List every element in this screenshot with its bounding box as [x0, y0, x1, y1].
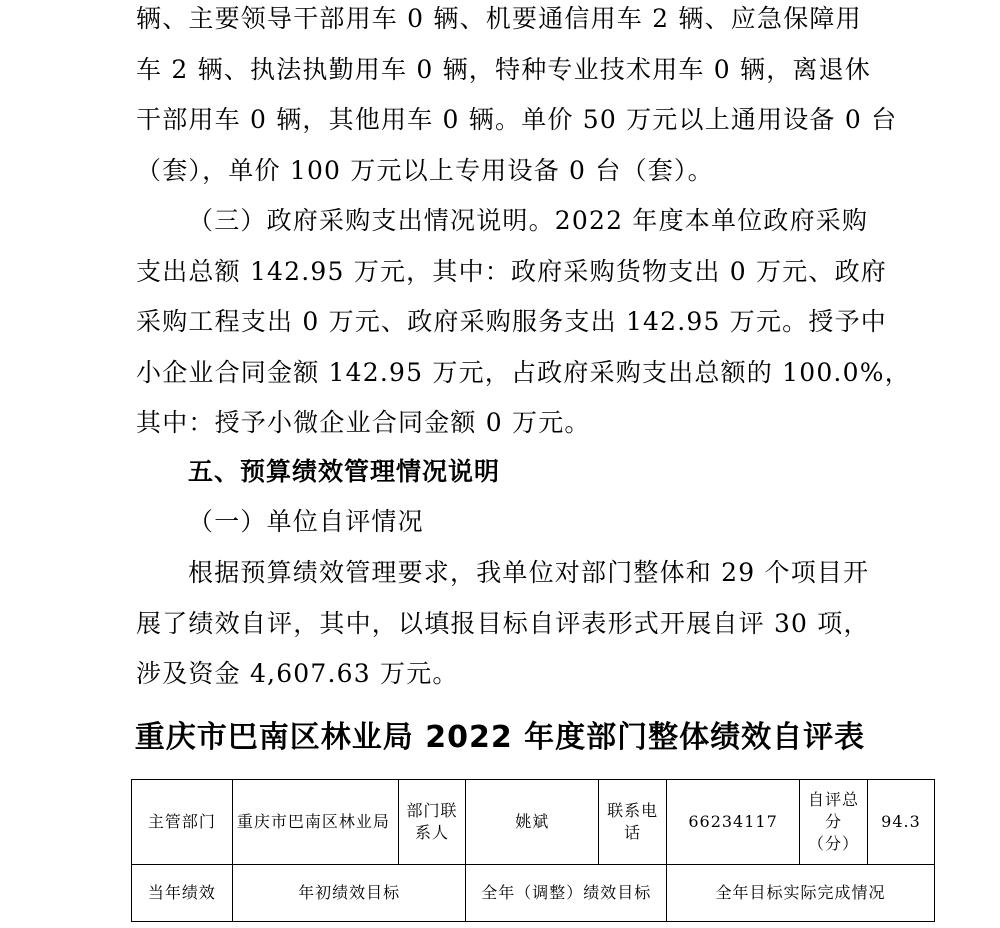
dept-value: 重庆市巴南区林业局	[232, 780, 398, 865]
score-value: 94.3	[867, 780, 934, 865]
actual-completion-header: 全年目标实际完成情况	[667, 865, 935, 922]
text-line: 涉及资金 4,607.63 万元。	[136, 659, 459, 688]
text-line: 支出总额 142.95 万元，其中：政府采购货物支出 0 万元、政府	[136, 256, 887, 286]
contact-label: 部门联系人	[398, 780, 466, 865]
paragraph-procurement	[136, 196, 911, 449]
text-line: 车 2 辆、执法执勤用车 0 辆，特种专业技术用车 0 辆，离退休	[136, 54, 872, 84]
text-line: （套），单价 100 万元以上专用设备 0 台（套）。	[136, 155, 714, 185]
text-line: 采购工程支出 0 万元、政府采购服务支出 142.95 万元。授予中	[136, 307, 887, 336]
subsection-heading: （一）单位自评情况	[188, 507, 424, 536]
text-line: 辆、主要领导干部用车 0 辆、机要通信用车 2 辆、应急保障用	[136, 4, 862, 33]
section-heading: 五、预算绩效管理情况说明	[188, 457, 501, 486]
table-row	[132, 865, 935, 922]
text-line: 展了绩效自评，其中，以填报目标自评表形式开展自评 30 项，	[136, 608, 870, 638]
annual-performance-label: 当年绩效	[132, 865, 233, 922]
text-line: 根据预算绩效管理要求，我单位对部门整体和 29 个项目开	[188, 558, 870, 587]
initial-target-header: 年初绩效目标	[232, 865, 466, 922]
phone-label: 联系电话	[599, 780, 667, 865]
text-line: （三）政府采购支出情况说明。2022 年度本单位政府采购	[188, 206, 869, 235]
contact-value: 姚斌	[466, 780, 599, 865]
dept-label: 主管部门	[132, 780, 233, 865]
text-line: 小企业合同金额 142.95 万元，占政府采购支出总额的 100.0%，	[136, 357, 911, 387]
phone-value: 66234117	[667, 780, 800, 865]
adjusted-target-header: 全年（调整）绩效目标	[466, 865, 667, 922]
text-line: 干部用车 0 辆，其他用车 0 辆。单价 50 万元以上通用设备 0 台	[136, 105, 898, 134]
paragraph-self-evaluation	[136, 548, 896, 700]
text-line: 其中：授予小微企业合同金额 0 万元。	[136, 408, 591, 437]
score-label: 自评总分（分）	[800, 780, 868, 865]
self-evaluation-table	[131, 779, 935, 922]
table-title: 重庆市巴南区林业局 2022 年度部门整体绩效自评表	[134, 720, 866, 755]
table-row	[132, 780, 935, 865]
paragraph-vehicles	[136, 0, 896, 196]
